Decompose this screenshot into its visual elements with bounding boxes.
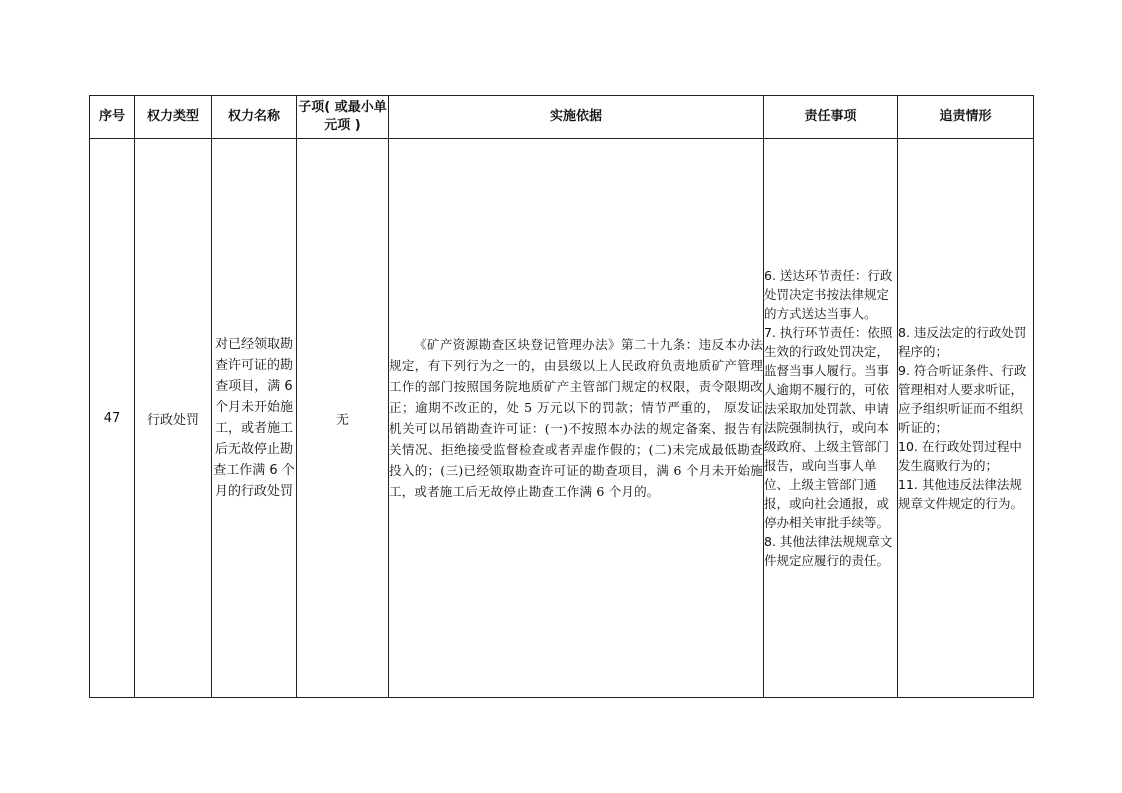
accountability-item: 8. 违反法定的行政处罚程序的； — [898, 325, 1027, 359]
cell-power-name: 对已经领取勘查许可证的勘查项目，满 6 个月未开始施工，或者施工后无故停止勘查工作满 6 个月的行政处罚 — [212, 139, 297, 698]
cell-seq: 47 — [90, 139, 135, 698]
header-seq: 序号 — [90, 96, 135, 139]
power-list-table — [89, 95, 1034, 698]
cell-power-type: 行政处罚 — [135, 139, 212, 698]
header-basis: 实施依据 — [389, 96, 764, 139]
responsibility-item: 7. 执行环节责任：依照生效的行政处罚决定，监督当事人履行。当事人逾期不履行的，可依法采取加处罚款、申请法院强制执行，或向本级政府、上级主管部门报告，或向当事人单位、上级主管部门通报，或向社会通报，或停办相关审批手续等。 — [764, 325, 893, 530]
cell-responsibility — [764, 139, 898, 698]
header-row — [90, 96, 1034, 139]
header-power-type: 权力类型 — [135, 96, 212, 139]
header-accountability: 追责情形 — [898, 96, 1034, 139]
header-power-name: 权力名称 — [212, 96, 297, 139]
responsibility-item: 8. 其他法律法规规章文件规定应履行的责任。 — [764, 534, 893, 568]
header-responsibility: 责任事项 — [764, 96, 898, 139]
cell-sub-item: 无 — [297, 139, 389, 698]
header-sub-item: 子项( 或最小单元项 ) — [297, 96, 389, 139]
table-row — [90, 139, 1034, 698]
cell-accountability — [898, 139, 1034, 698]
accountability-item: 9. 符合听证条件、行政管理相对人要求听证，应予组织听证而不组织听证的； — [898, 363, 1027, 435]
cell-basis: 《矿产资源勘查区块登记管理办法》第二十九条：违反本办法规定，有下列行为之一的，由县级以上人民政府负责地质矿产管理工作的部门按照国务院地质矿产主管部门规定的权限，责令限期改正；逾期不改正的，处 5 万元以下的罚款；情节严重的， 原发证机关可以吊销勘查许可证：(一)不按照本办法的规定备案、报告有关情况、拒绝接受监督检查或者弄虚作假的；(二)未完成最低勘查投入的；(三)已经领取勘查许可证的勘查项目，满 6 个月未开始施工，或者施工后无故停止勘查工作满 6 个月的。 — [389, 139, 764, 698]
responsibility-item: 6. 送达环节责任：行政处罚决定书按法律规定的方式送达当事人。 — [764, 268, 893, 321]
accountability-item: 11. 其他违反法律法规规章文件规定的行为。 — [898, 477, 1024, 511]
accountability-item: 10. 在行政处罚过程中发生腐败行为的； — [898, 439, 1022, 473]
